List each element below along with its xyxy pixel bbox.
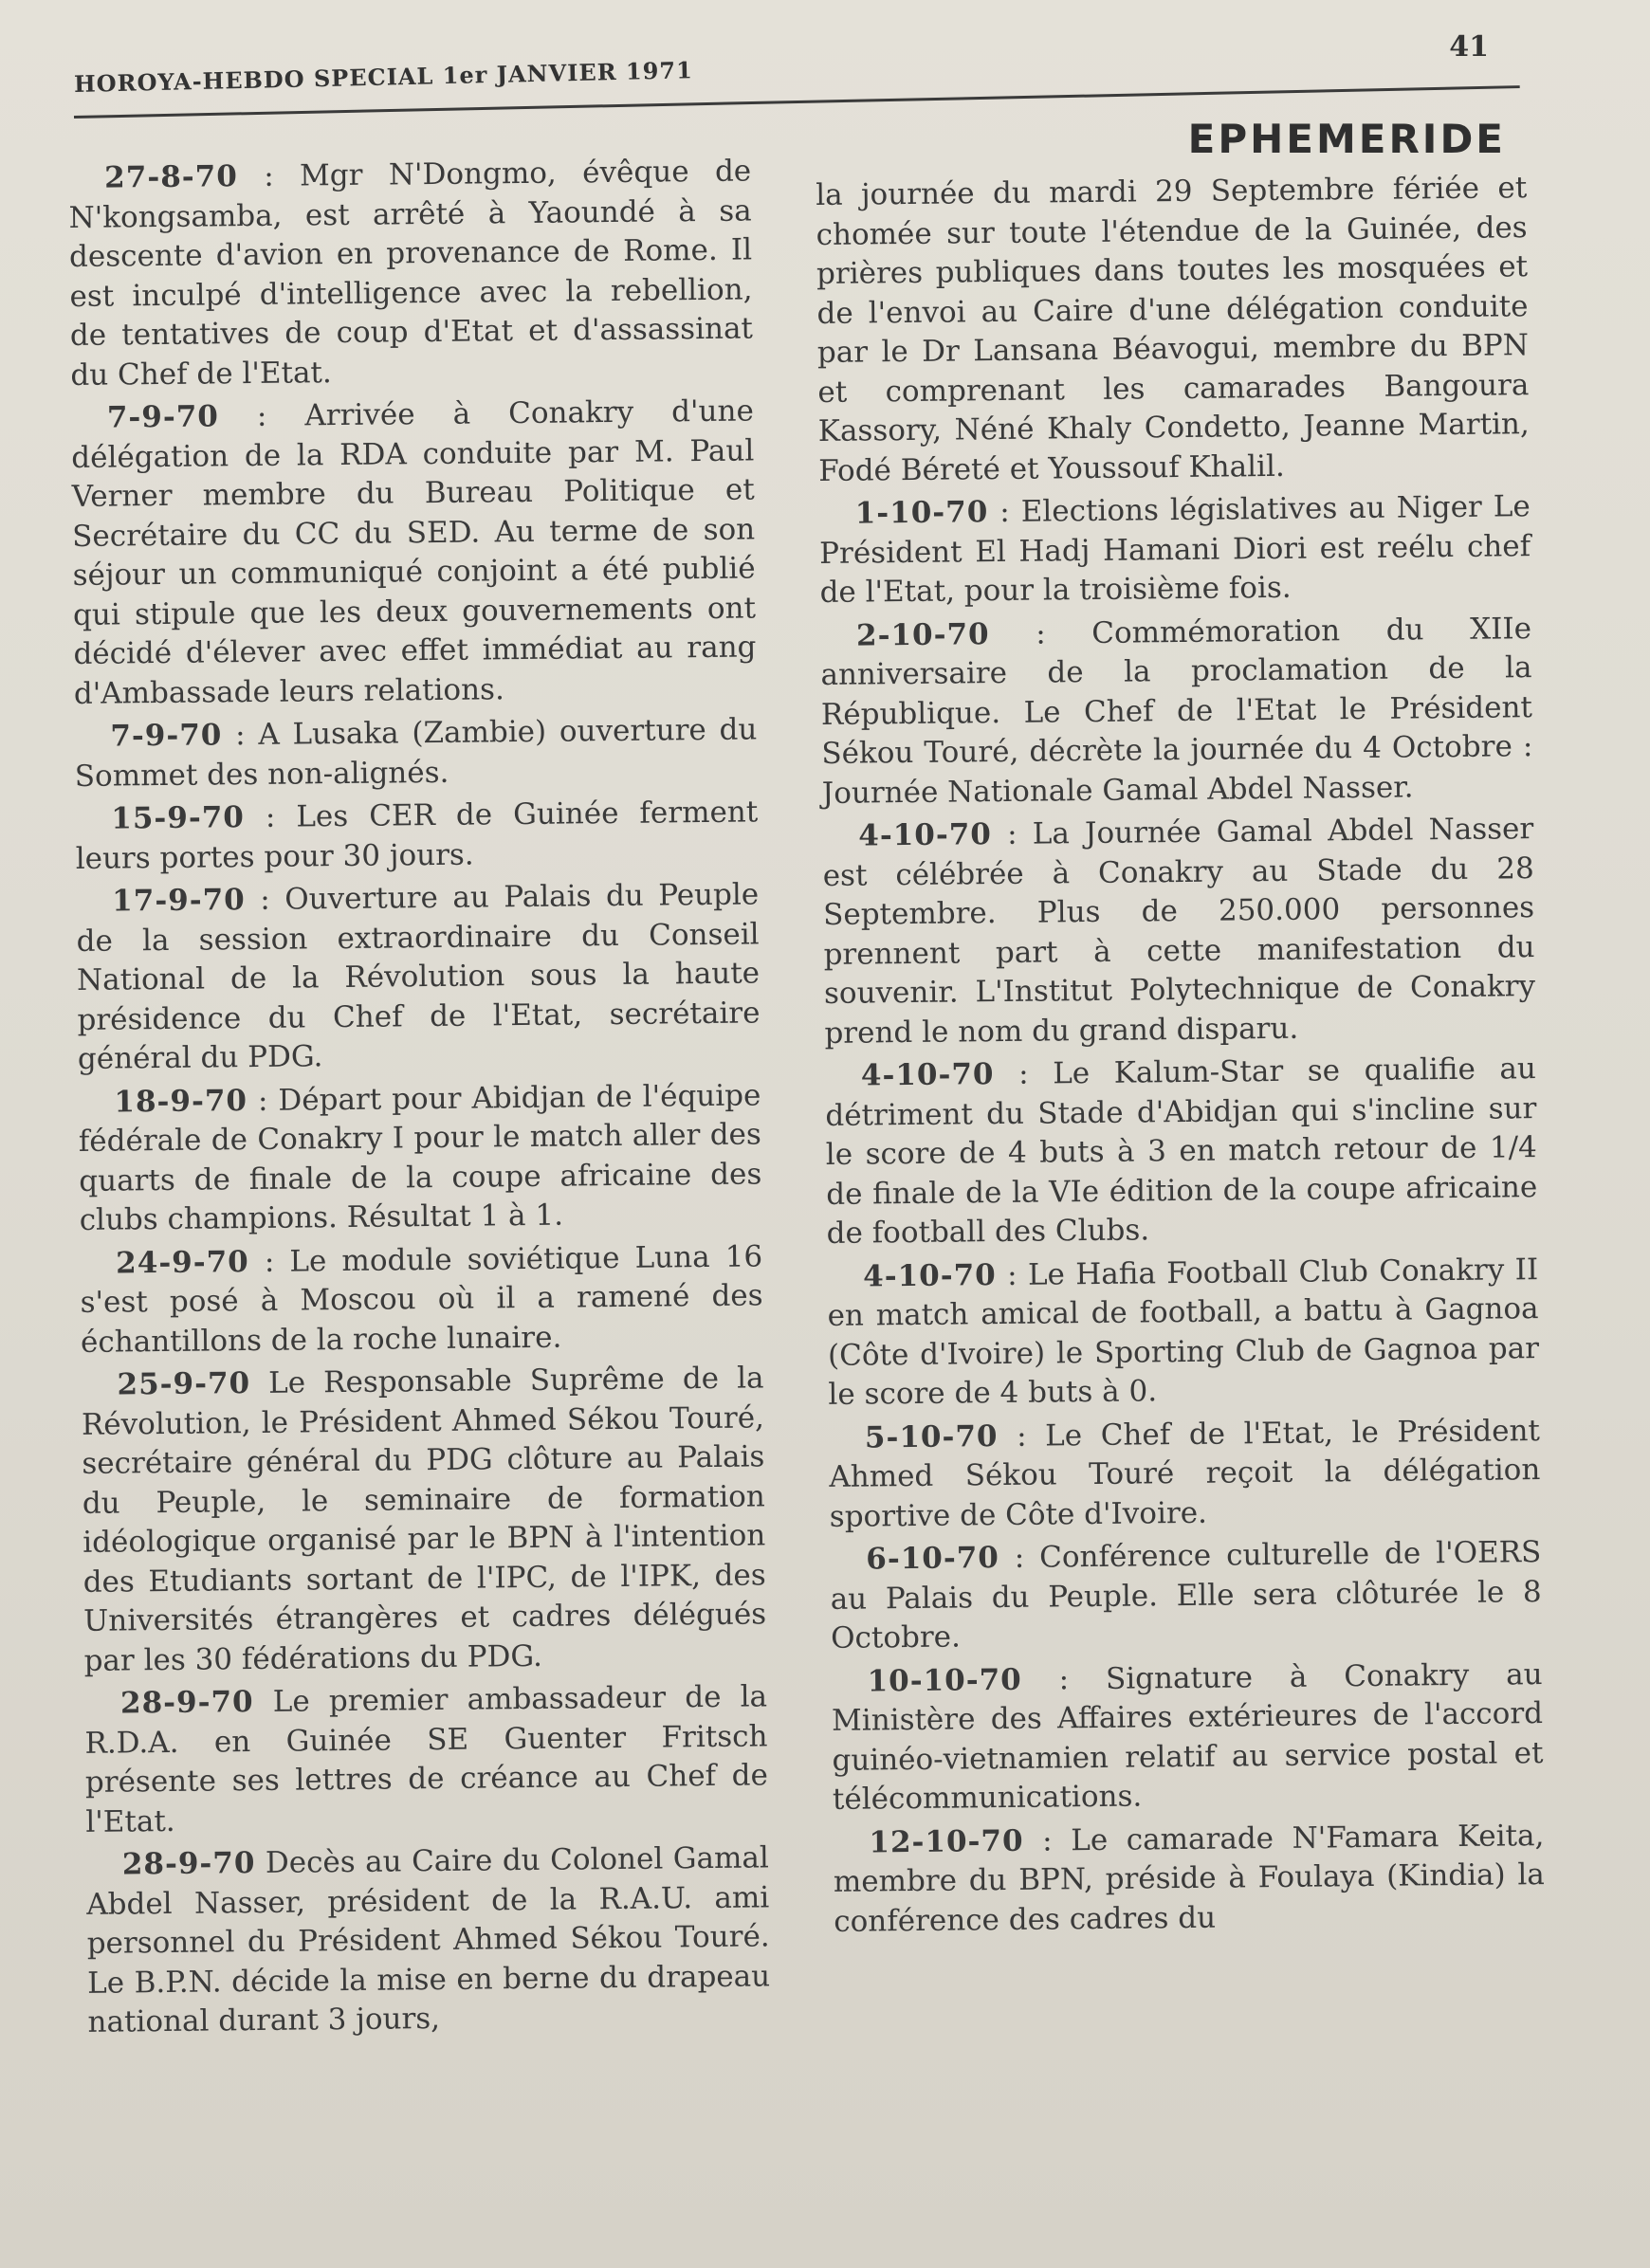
- entry-text: : Le Kalum-Star se qualifie au détriment du Stade d'Abidjan qui s'incline sur le score de 4 buts à 3 en match retour de 1/4 de finale de la VIe édition de la coupe africaine de football des Clubs.: [825, 1052, 1538, 1251]
- chronology-entry: [827, 1251, 1540, 1416]
- entry-text: : A Lusaka (Zambie) ouverture du Sommet des non-alignés.: [74, 712, 758, 794]
- chronology-entry: [822, 810, 1536, 1053]
- entry-text: : Arrivée à Conakry d'une délégation de la RDA conduite par M. Paul Verner membre du Bureau Politique et Secrétaire du CC du SED. Au terme de son séjour un communiqué conjoint a été publié qui stipule que les deux gouvernements ont décidé d'élever avec effet immédiat au rang d'Ambassade leurs relations.: [71, 393, 757, 711]
- chronology-entry: [819, 487, 1531, 613]
- page-header: [73, 30, 1515, 118]
- right-column: [816, 169, 1545, 1946]
- entry-text: : Le module soviétique Luna 16 s'est posé à Moscou où il a ramené des échantillons de la roche lunaire.: [80, 1238, 763, 1360]
- chronology-entry: [81, 1359, 766, 1681]
- entry-date: 2-10-70: [855, 616, 990, 653]
- newspaper-title: HOROYA-HEBDO SPECIAL 1er JANVIER 1971: [73, 56, 694, 98]
- entry-date: 4-10-70: [862, 1257, 997, 1294]
- entry-text: : La Journée Gamal Abdel Nasser est célébrée à Conakry au Stade du 28 Septembre. Plus de 250.000 personnes prennent part à cette manifestation du souvenir. L'Institut Polytechnique de Conakry prend le nom du grand disparu.: [822, 812, 1536, 1051]
- entry-date: 1-10-70: [854, 495, 989, 531]
- chronology-entry: [76, 875, 761, 1079]
- entry-date: 12-10-70: [869, 1823, 1024, 1860]
- entry-text: Le Responsable Suprême de la Révolution, le Président Ahmed Sékou Touré, secrétaire général du PDG clôture au Palais du Peuple, le seminaire de formation idéologique organisé par le BPN à l'intention des Etudiants sortant de l'IPC, de l'IPK, des Universités étrangères et cadres délégués par les 30 fédérations du PDG.: [81, 1361, 767, 1678]
- chronology-entry: [829, 1412, 1541, 1537]
- entry-date: 18-9-70: [114, 1083, 248, 1120]
- chronology-entry: [830, 1533, 1542, 1658]
- entry-text: Decès au Caire du Colonel Gamal Abdel Nasser, président de la R.A.U. ami personnel du Président Ahmed Sékou Touré. Le B.P.N. décide la mise en berne du drapeau national durant 3 jours,: [86, 1840, 771, 2039]
- entry-text: : Elections législatives au Niger Le Président El Hadj Hamani Diori est reélu chef de l'Etat, pour la troisième fois.: [818, 489, 1531, 610]
- chronology-entry: [84, 1677, 769, 1842]
- entry-text: : Les CER de Guinée ferment leurs portes pour 30 jours.: [75, 795, 759, 876]
- entry-date: 7-9-70: [110, 718, 223, 754]
- entry-text: : Départ pour Abidjan de l'équipe fédérale de Conakry I pour le match aller des quarts de finale de la coupe africaine des clubs champions. Résultat 1 à 1.: [78, 1077, 762, 1237]
- chronology-entry: [75, 793, 759, 879]
- entry-date: 4-10-70: [858, 817, 993, 853]
- chronology-entry: [80, 1237, 763, 1363]
- entry-text: : Le Chef de l'Etat, le Président Ahmed Sékou Touré reçoit la délégation sportive de Côte d'Ivoire.: [829, 1413, 1541, 1534]
- entry-date: 25-9-70: [117, 1366, 251, 1402]
- entry-date: 4-10-70: [860, 1057, 995, 1093]
- entry-text: : Le Hafia Football Club Conakry II en match amical de football, a battu à Gagnoa (Côte d'Ivoire) le Sporting Club de Gagnoa par le score de 4 buts à 0.: [827, 1252, 1540, 1412]
- chronology-entry: [86, 1838, 771, 2042]
- chronology-entry: [833, 1817, 1545, 1942]
- entry-date: 10-10-70: [867, 1662, 1022, 1699]
- continued-entry-text: la journée du mardi 29 Septembre fériée et chomée sur toute l'étendue de la Guinée, des prières publiques dans toutes les mosquées et de l'envoi au Caire d'une délégation conduite par le Dr Lansana Béavogui, membre du BPN et comprenant les camarades Bangoura Kassory, Néné Khaly Condetto, Jeanne Martin, Fodé Béreté et Youssouf Khalil.: [816, 171, 1530, 488]
- section-title: EPHEMERIDE: [1187, 116, 1506, 162]
- left-column: [68, 152, 771, 2046]
- chronology-entry: [825, 1050, 1538, 1253]
- entry-text: : Conférence culturelle de l'OERS au Palais du Peuple. Elle sera clôturée le 8 Octobre.: [830, 1535, 1542, 1655]
- entry-text: : Signature à Conakry au Ministère des Affaires extérieures de l'accord guinéo-vietnamien relatif au service postal et télécommunications.: [831, 1656, 1544, 1817]
- page-number: 41: [1449, 30, 1489, 64]
- entry-text: : Mgr N'Dongmo, évêque de N'kongsamba, est arrêté à Yaoundé à sa descente d'avion en provenance de Rome. Il est inculpé d'intelligence avec la rebellion, de tentatives de coup d'Etat et d'assassinat du Chef de l'Etat.: [68, 154, 754, 393]
- entry-text: : Le camarade N'Famara Keita, membre du BPN, préside à Foulaya (Kindia) la conférence des cadres du: [833, 1818, 1545, 1939]
- entry-date: 6-10-70: [866, 1541, 1000, 1577]
- entry-text: Le premier ambassadeur de la R.D.A. en Guinée SE Guenter Fritsch présente ses lettres de créance au Chef de l'Etat.: [84, 1679, 769, 1839]
- entry-date: 27-8-70: [104, 159, 238, 195]
- entry-date: 28-9-70: [121, 1846, 256, 1882]
- entry-date: 28-9-70: [119, 1685, 254, 1721]
- entry-date: 15-9-70: [111, 800, 246, 836]
- chronology-entry: [831, 1655, 1544, 1820]
- entry-date: 7-9-70: [106, 399, 220, 435]
- chronology-entry: [78, 1076, 762, 1241]
- chronology-entry: [68, 152, 754, 395]
- entry-date: 5-10-70: [864, 1418, 999, 1455]
- entry-date: 17-9-70: [112, 883, 246, 919]
- chronology-entry: [820, 610, 1533, 814]
- entry-text: : Commémoration du XIIe anniversaire de la proclamation de la République. Le Chef de l'Etat le Président Sékou Touré, décrète la journée du 4 Octobre : Journée Nationale Gamal Abdel Nasser.: [820, 611, 1533, 811]
- chronology-entry: [71, 392, 757, 714]
- entry-text: : Ouverture au Palais du Peuple de la session extraordinaire du Conseil National de la Révolution sous la haute présidence du Chef de l'Etat, secrétaire général du PDG.: [76, 877, 761, 1076]
- chronology-entry: [74, 710, 758, 796]
- entry-date: 24-9-70: [116, 1244, 249, 1281]
